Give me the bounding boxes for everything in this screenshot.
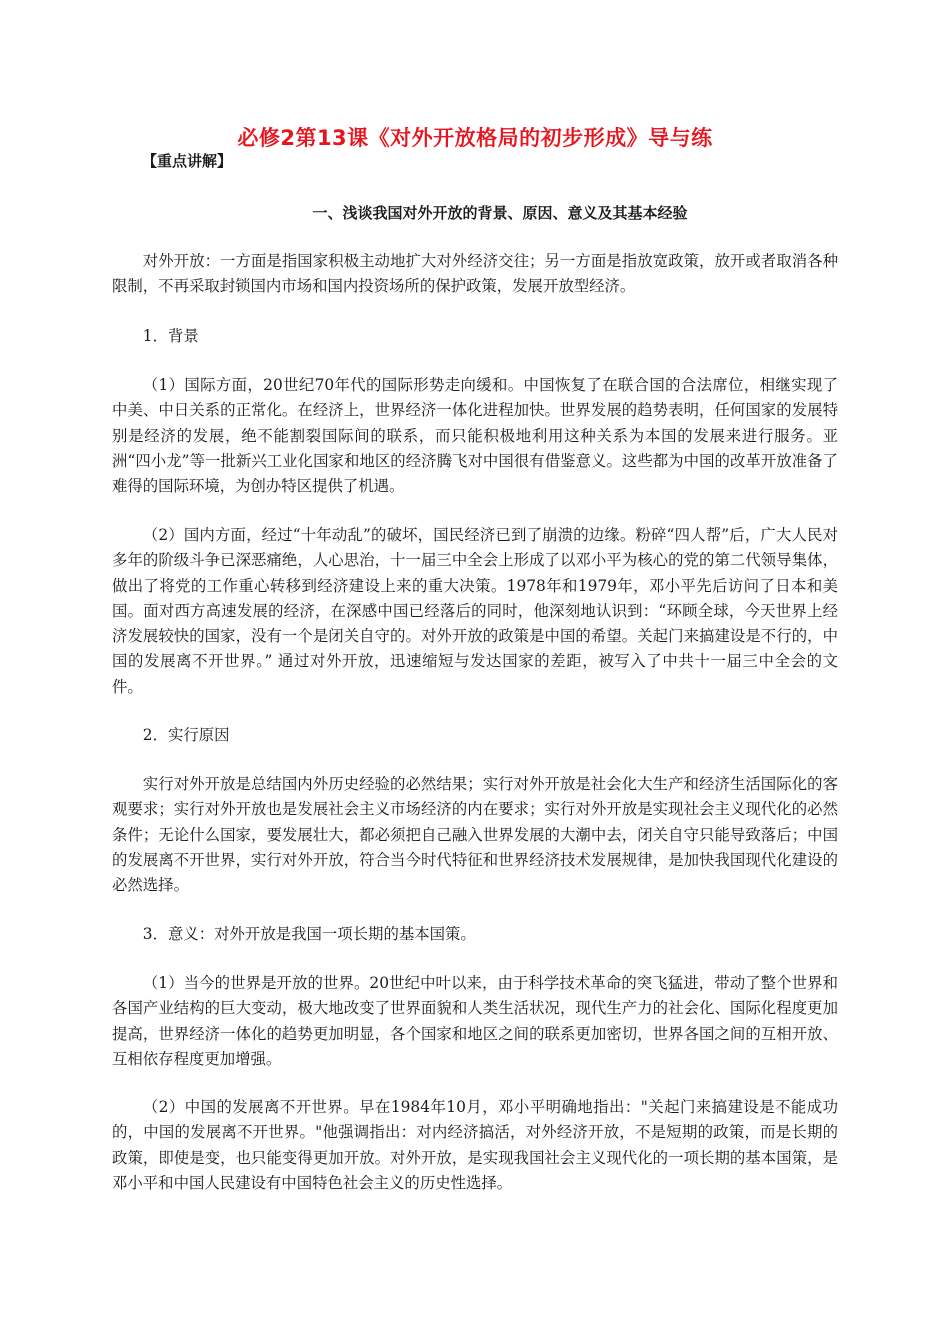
- significance-paragraph-world: （1）当今的世界是开放的世界。20世纪中叶以来，由于科学技术革命的突飞猛进，带动了整个世界和各国产业结构的巨大变动，极大地改变了世界面貌和人类生活状况，现代生产力的社会化、国际化程度更加提高，世界经济一体化的趋势更加明显，各个国家和地区之间的联系更加密切，世界各国之间的互相开放、互相依存程度更加增强。: [112, 974, 838, 1068]
- background-paragraph-international: （1）国际方面，20世纪70年代的国际形势走向缓和。中国恢复了在联合国的合法席位，相继实现了中美、中日关系的正常化。在经济上，世界经济一体化进程加快。世界发展的趋势表明，任何国家的发展特别是经济的发展，绝不能割裂国际间的联系，而只能积极地利用这种关系为本国的发展来进行服务。亚洲“四小龙”等一批新兴工业化国家和地区的经济腾飞对中国很有借鉴意义。这些都为中国的改革开放准备了难得的国际环境，为创办特区提供了机遇。: [112, 376, 838, 496]
- significance-paragraph-china: （2）中国的发展离不开世界。早在1984年10月，邓小平明确地指出："关起门来搞建设是不能成功的，中国的发展离不开世界。"他强调指出：对内经济搞活，对外经济开放，不是短期的政策，而是长期的政策，即使是变，也只能变得更加开放。对外开放，是实现我国社会主义现代化的一项长期的基本国策，是邓小平和中国人民建设有中国特色社会主义的历史性选择。: [112, 1098, 838, 1192]
- document-title: 必修2第13课《对外开放格局的初步形成》导与练: [237, 126, 713, 150]
- section-heading: 一、浅谈我国对外开放的背景、原因、意义及其基本经验: [312, 204, 688, 222]
- background-heading: 1．背景: [142, 327, 199, 345]
- significance-heading: 3．意义：对外开放是我国一项长期的基本国策。: [142, 925, 476, 943]
- background-paragraph-domestic: （2）国内方面，经过“十年动乱”的破坏，国民经济已到了崩溃的边缘。粉碎“四人帮”后，广大人民对多年的阶级斗争已深恶痛绝，人心思治，十一届三中全会上形成了以邓小平为核心的党的第二代领导集体，做出了将党的工作重心转移到经济建设上来的重大决策。1978年和1979年，邓小平先后访问了日本和美国。面对西方高速发展的经济，在深感中国已经落后的同时，他深刻地认识到：“环顾全球，今天世界上经济发展较快的国家，没有一个是闭关自守的。对外开放的政策是中国的希望。关起门来搞建设是不行的，中国的发展离不开世界。” 通过对外开放，迅速缩短与发达国家的差距，被写入了中共十一届三中全会的文件。: [112, 526, 838, 696]
- reasons-heading: 2．实行原因: [142, 726, 230, 744]
- reasons-paragraph: 实行对外开放是总结国内外历史经验的必然结果；实行对外开放是社会化大生产和经济生活国际化的客观要求；实行对外开放也是发展社会主义市场经济的内在要求；实行对外开放是实现社会主义现代化的必然条件；无论什么国家，要发展壮大，都必须把自己融入世界发展的大潮中去，闭关自守只能导致落后；中国的发展离不开世界，实行对外开放，符合当今时代特征和世界经济技术发展规律，是加快我国现代化建设的必然选择。: [112, 775, 838, 895]
- key-points-label: 【重点讲解】: [142, 152, 233, 170]
- definition-paragraph: 对外开放：一方面是指国家积极主动地扩大对外经济交往；另一方面是指放宽政策，放开或者取消各种限制，不再采取封锁国内市场和国内投资场所的保护政策，发展开放型经济。: [112, 252, 838, 296]
